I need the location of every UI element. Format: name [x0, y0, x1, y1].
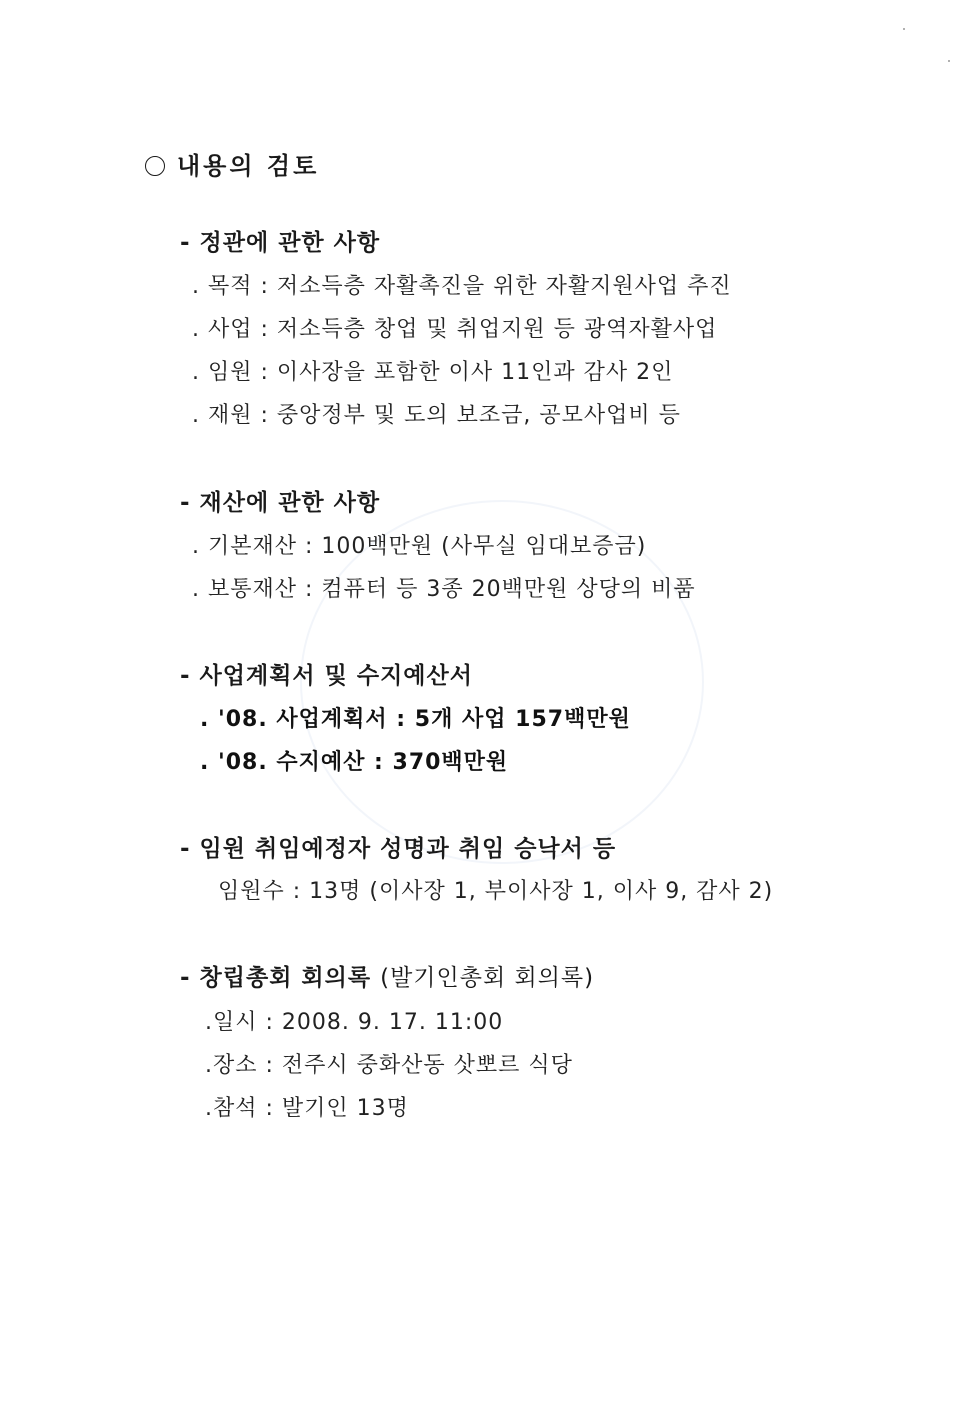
- plan-item: . '08. 사업계획서 : 5개 사업 157백만원: [200, 707, 631, 732]
- articles-purpose: . 목적 : 저소득층 자활촉진을 위한 자활지원사업 추진: [192, 274, 732, 299]
- founding-minutes-subtitle: (발기인총회 회의록): [380, 965, 595, 991]
- heading-articles: - 정관에 관한 사항: [180, 230, 381, 256]
- assets-ordinary: . 보통재산 : 컴퓨터 등 3종 20백만원 상당의 비품: [192, 577, 696, 602]
- founding-minutes-title: - 창립총회 회의록: [180, 965, 372, 991]
- articles-business: . 사업 : 저소득층 창업 및 취업지원 등 광역자활사업: [192, 317, 718, 342]
- assets-basic: . 기본재산 : 100백만원 (사무실 임대보증금): [192, 534, 647, 559]
- circle-bullet-icon: [145, 156, 165, 176]
- scan-speck: [903, 28, 905, 30]
- heading-founding-minutes: [180, 963, 594, 993]
- minutes-place: .장소 : 전주시 중화산동 삿뽀르 식당: [205, 1053, 573, 1078]
- section-title-text: 내용의 검토: [177, 152, 320, 180]
- section-title: [145, 151, 319, 181]
- scan-speck: [948, 60, 950, 62]
- articles-officers: . 임원 : 이사장을 포함한 이사 11인과 감사 2인: [192, 360, 674, 385]
- heading-officers-nominees: - 임원 취임예정자 성명과 취임 승낙서 등: [180, 836, 617, 862]
- heading-assets: - 재산에 관한 사항: [180, 490, 381, 516]
- articles-funding: . 재원 : 중앙정부 및 도의 보조금, 공모사업비 등: [192, 403, 681, 428]
- officers-count: 임원수 : 13명 (이사장 1, 부이사장 1, 이사 9, 감사 2): [218, 879, 774, 904]
- minutes-attendance: .참석 : 발기인 13명: [205, 1096, 409, 1121]
- minutes-date: .일시 : 2008. 9. 17. 11:00: [205, 1010, 504, 1035]
- budget-item: . '08. 수지예산 : 370백만원: [200, 750, 509, 775]
- heading-plan-budget: - 사업계획서 및 수지예산서: [180, 663, 473, 689]
